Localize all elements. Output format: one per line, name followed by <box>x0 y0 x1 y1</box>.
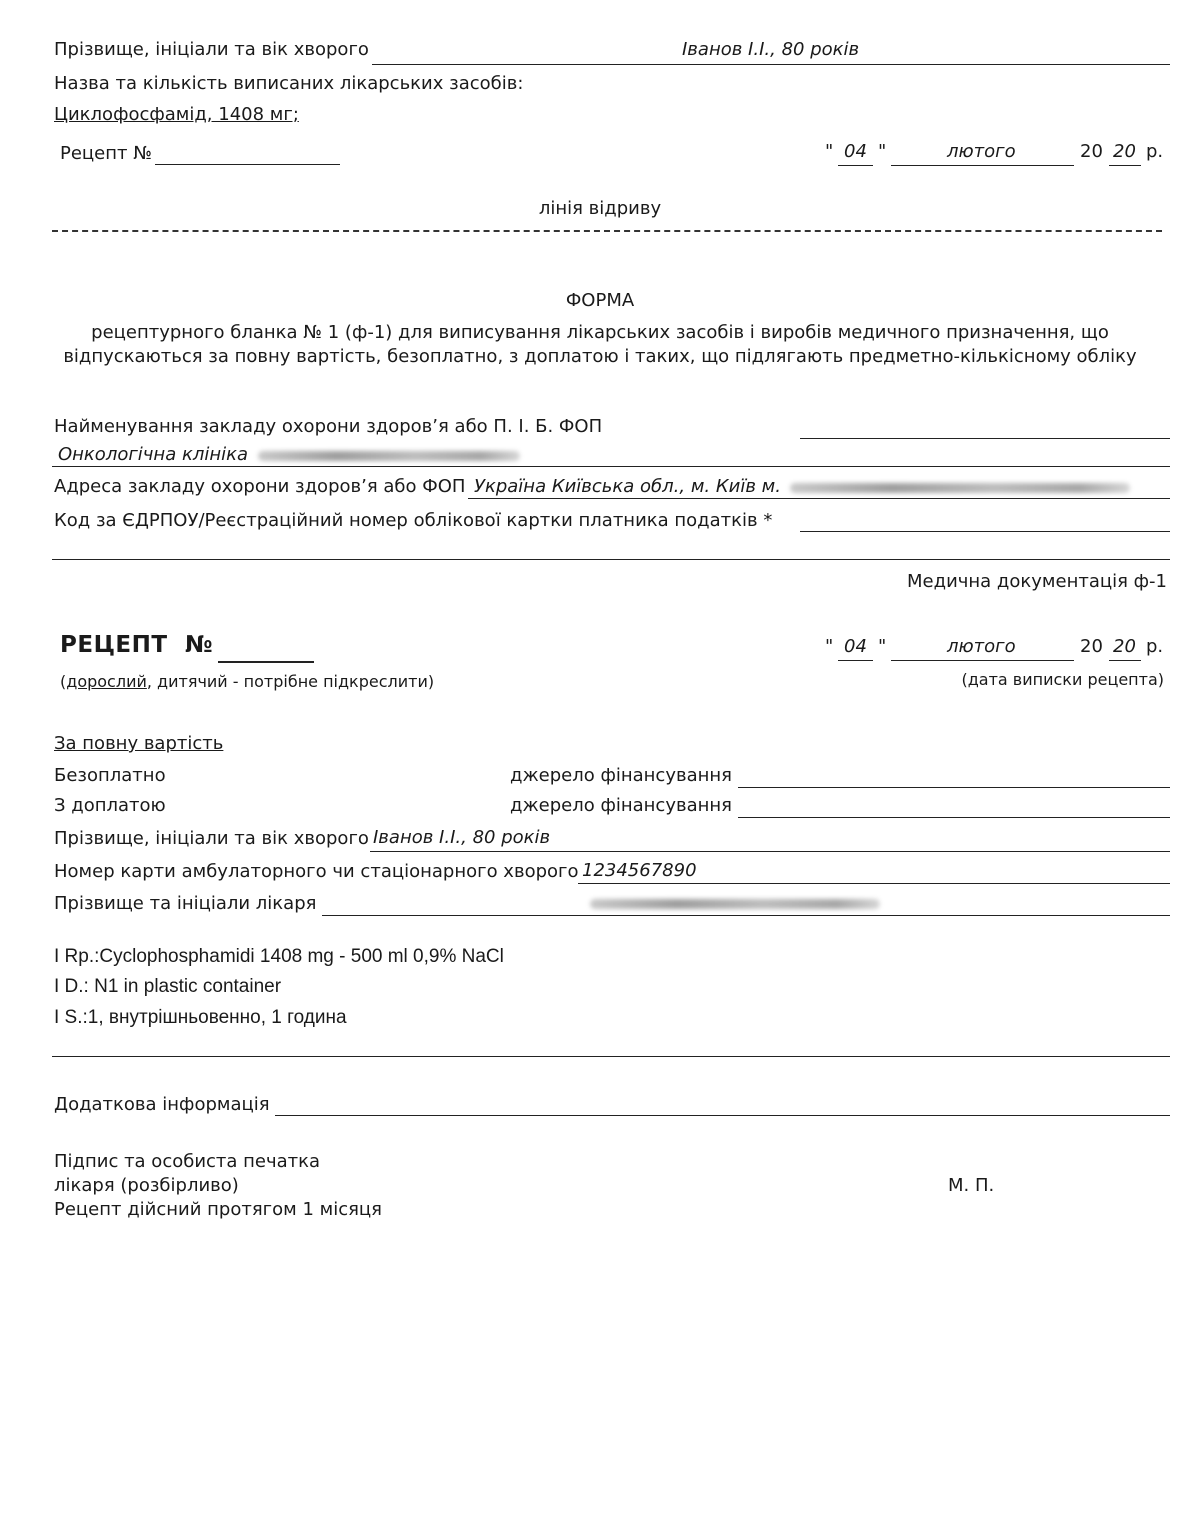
patient-card-label: Номер карти амбулаторного чи стаціонарного хворого <box>54 861 579 882</box>
form-subtitle-line1: рецептурного бланка № 1 (ф-1) для виписування лікарських засобів і виробів медичного призначення, що <box>91 322 1109 343</box>
patient-name-line <box>370 851 1170 852</box>
stub-date-quote-open: " <box>825 141 834 162</box>
redacted-institution-address <box>790 483 1130 493</box>
stamp-place-label: М. П. <box>948 1175 995 1196</box>
redacted-institution-name <box>258 451 520 461</box>
institution-address-label: Адреса закладу охорони здоров’я або ФОП <box>54 476 466 497</box>
stub-date-month: лютого <box>947 141 1016 162</box>
redacted-doctor-name <box>590 899 880 909</box>
recipe-date-year-prefix: 20 <box>1080 636 1103 657</box>
recipe-date-month: лютого <box>947 636 1016 657</box>
recipe-type-adult: дорослий <box>66 672 147 691</box>
stub-patient-value: Іванов І.І., 80 років <box>682 39 860 60</box>
stub-drugs-label: Назва та кількість виписаних лікарських засобів: <box>54 73 524 94</box>
form-title: ФОРМА <box>565 290 635 311</box>
institution-name-value-line <box>52 466 1170 467</box>
stub-patient-line <box>372 64 1170 65</box>
recipe-date-hint: (дата виписки рецепта) <box>961 670 1164 689</box>
stub-recipe-label: Рецепт № <box>60 143 152 164</box>
stub-date-year-prefix: 20 <box>1080 141 1103 162</box>
recipe-type-hint-rest: , дитячий - потрібне підкреслити) <box>146 672 435 691</box>
patient-card-value: 1234567890 <box>582 860 697 881</box>
signature-line2: лікаря (розбірливо) <box>54 1175 239 1196</box>
signature-line3: Рецепт дійсний протягом 1 місяця <box>54 1199 383 1220</box>
prescription-d: I D.: N1 in plastic container <box>54 976 282 997</box>
recipe-date-year-suffix: р. <box>1146 636 1164 657</box>
stub-recipe-number-line <box>155 164 340 165</box>
doctor-name-line <box>322 915 1170 916</box>
institution-code-line <box>800 531 1170 532</box>
institution-name-label: Найменування закладу охорони здоров’я або П. І. Б. ФОП <box>54 416 603 437</box>
payment-free-funding-label: джерело фінансування <box>510 765 732 786</box>
recipe-date-quote-close: " <box>878 636 887 657</box>
institution-code-label: Код за ЄДРПОУ/Реєстраційний номер облікової картки платника податків * <box>54 510 773 531</box>
institution-name-line <box>800 438 1170 439</box>
stub-date-year-line <box>1109 165 1141 166</box>
stub-drugs-value: Циклофосфамід, 1408 мг; <box>54 104 299 125</box>
institution-address-line <box>468 498 1170 499</box>
section-divider-1 <box>52 559 1170 560</box>
recipe-date-quote-open: " <box>825 636 834 657</box>
payment-free-funding-line <box>738 787 1170 788</box>
recipe-number-line <box>218 661 314 663</box>
section-divider-2 <box>52 1056 1170 1057</box>
stub-date-year-suffix: р. <box>1146 141 1164 162</box>
patient-card-line <box>578 883 1170 884</box>
prescription-rp: I Rp.:Cyclophosphamidi 1408 mg - 500 ml 0,9% NaCl <box>54 946 504 967</box>
prescription-s: I S.:1, внутрішньовенно, 1 година <box>54 1007 347 1028</box>
institution-address-value: Україна Київська обл., м. Київ м. <box>474 476 781 497</box>
institution-name-value: Онкологічна клініка <box>58 444 249 465</box>
payment-copay-funding-line <box>738 817 1170 818</box>
tear-line-label: лінія відриву <box>538 198 662 219</box>
stub-date-year: 20 <box>1113 141 1136 162</box>
payment-full-price: За повну вартість <box>54 733 224 754</box>
patient-name-value: Іванов І.І., 80 років <box>373 827 551 848</box>
recipe-type-hint-prefix: ( <box>60 672 67 691</box>
recipe-date-month-line <box>891 660 1074 661</box>
signature-line1: Підпис та особиста печатка <box>54 1151 321 1172</box>
recipe-title: РЕЦЕПТ <box>60 632 168 658</box>
stub-date-quote-close: " <box>878 141 887 162</box>
recipe-date-year: 20 <box>1113 636 1136 657</box>
doctor-name-label: Прізвище та ініціали лікаря <box>54 893 317 914</box>
form-subtitle-line2: відпускаються за повну вартість, безоплатно, з доплатою і таких, що підлягають предметно-кількісному обліку <box>63 346 1137 367</box>
tear-line <box>52 230 1162 232</box>
medical-doc-label: Медична документація ф-1 <box>907 571 1167 592</box>
additional-info-label: Додаткова інформація <box>54 1094 270 1115</box>
recipe-number-label: № <box>185 632 213 658</box>
stub-date-day-line <box>838 165 873 166</box>
recipe-date-day: 04 <box>844 636 867 657</box>
payment-copay-funding-label: джерело фінансування <box>510 795 732 816</box>
payment-copay: З доплатою <box>54 795 166 816</box>
recipe-type-hint <box>60 672 434 691</box>
additional-info-line <box>275 1115 1170 1116</box>
patient-name-label: Прізвище, ініціали та вік хворого <box>54 828 369 849</box>
stub-date-month-line <box>891 165 1074 166</box>
payment-free: Безоплатно <box>54 765 166 786</box>
recipe-date-year-line <box>1109 660 1141 661</box>
stub-patient-label: Прізвище, ініціали та вік хворого <box>54 39 369 60</box>
recipe-date-day-line <box>838 660 873 661</box>
stub-date-day: 04 <box>844 141 867 162</box>
